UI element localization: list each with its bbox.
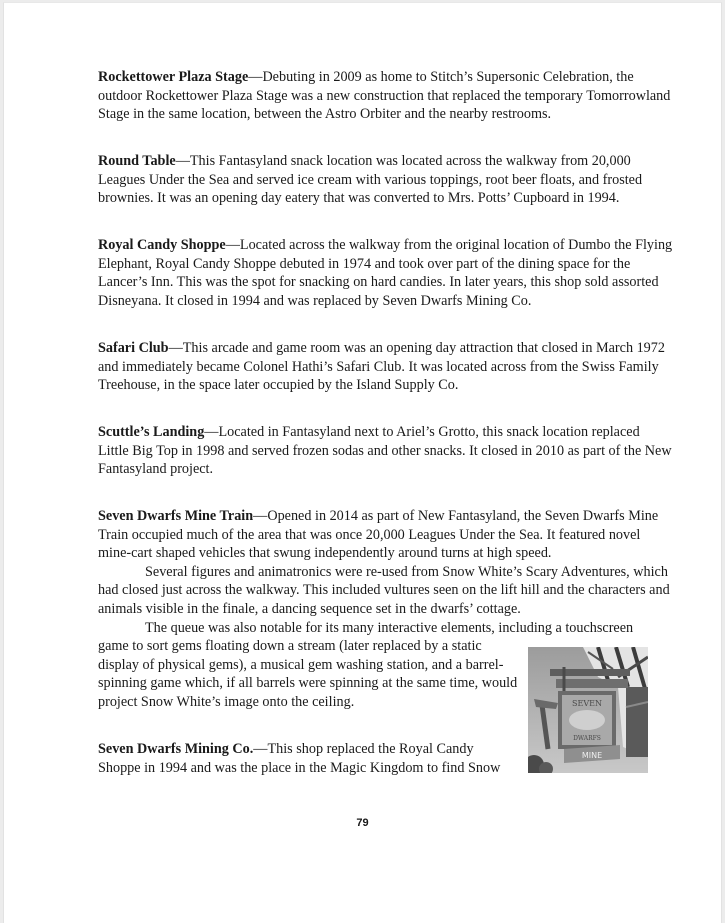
entry-paragraph: Several figures and animatronics were re-used from Snow White’s Scary Adventures, which had closed just across the walkway. This included vultures seen on the lift hill and the characters and animals visible in the finale, a dancing sequence set in the dwarfs’ cottage. xyxy=(98,563,670,617)
entry-text: —Debuting in 2009 as home to Stitch’s Supersonic Celebration, the outdoor Rockettower Plaza Stage was a new construction that replaced the temporary Tomorrowland Stage in the same location, between the Astro Orbiter and the nearby restrooms. xyxy=(98,69,671,123)
glossary-entry xyxy=(98,152,673,208)
entry-text: —This Fantasyland snack location was located across the walkway from 20,000 Leagues Under the Sea and served ice cream with various toppings, root beer floats, and frosted brownies. It was an opening day eatery that was converted to Mrs. Potts’ Cupboard in 1994. xyxy=(98,153,643,207)
entry-text: —Opened in 2014 as part of New Fantasyland, the Seven Dwarfs Mine Train occupied much of the area that was once 20,000 Leagues Under the Sea. It featured novel mine-cart shaped vehicles that swung independently around turns at high speed. xyxy=(98,508,659,562)
page-number: 79 xyxy=(356,817,369,829)
sign-text-mine: MINE xyxy=(581,751,603,760)
entry-paragraph-continued: game to sort gems floating down a stream (later replaced by a static display of physical gems), a musical gem washing station, and a barrel-spinning game which, if all barrels were spinning at the same time, would project Snow White’s image onto the ceiling. xyxy=(98,638,518,710)
entry-term: Round Table xyxy=(98,153,176,169)
entry-text: —Located across the walkway from the original location of Dumbo the Flying Elephant, Royal Candy Shoppe debuted in 1974 and took over part of the dining space for the Lancer’s Inn. This was the spot for snacking on hard candies. In later years, this shop sold assorted Disneyana. It closed in 1994 and was replaced by Seven Dwarfs Mining Co. xyxy=(98,237,673,309)
glossary-entry xyxy=(98,740,518,777)
entry-text: —This shop replaced the Royal Candy Shoppe in 1994 and was the place in the Magic Kingdom to find Snow xyxy=(98,741,501,776)
entry-term: Scuttle’s Landing xyxy=(98,424,205,440)
entry-text: —This arcade and game room was an opening day attraction that closed in March 1972 and immediately became Colonel Hathi’s Safari Club. It was located across from the Swiss Family Treehouse, in the space later occupied by the Island Supply Co. xyxy=(98,340,665,394)
entry-paragraph: The queue was also notable for its many interactive elements, including a touchscreen xyxy=(145,619,634,636)
seven-dwarfs-mine-sign-photo xyxy=(528,647,648,773)
entry-term: Seven Dwarfs Mine Train xyxy=(98,508,254,524)
sign-text-seven: SEVEN xyxy=(572,699,602,708)
entry-term: Safari Club xyxy=(98,340,169,356)
entry-term: Rockettower Plaza Stage xyxy=(98,69,249,85)
entry-text: —Located in Fantasyland next to Ariel’s Grotto, this snack location replaced Little Big Top in 1998 and served frozen sodas and other snacks. It closed in 2010 as part of the New Fantasyland project. xyxy=(98,424,672,478)
glossary-entry xyxy=(98,423,673,479)
glossary-entry xyxy=(98,236,673,310)
entry-term: Royal Candy Shoppe xyxy=(98,237,226,253)
entry-term: Seven Dwarfs Mining Co. xyxy=(98,741,254,757)
glossary-entry xyxy=(98,68,673,124)
glossary-entry xyxy=(98,339,673,395)
sign-text-dwarfs: DWARFS xyxy=(573,735,601,742)
document-page xyxy=(3,2,722,923)
